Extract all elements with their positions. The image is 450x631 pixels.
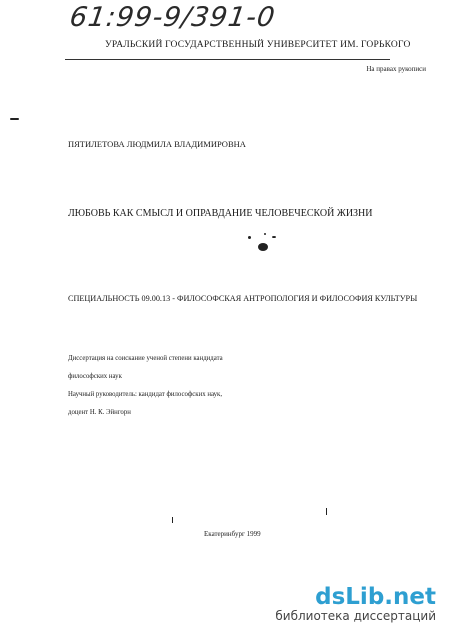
advisor-line-1: Научный руководитель: кандидат философских наук, [68,391,223,398]
degree-line-2: философских наук [68,373,122,380]
scan-smudge [258,243,268,251]
scan-mark [10,118,19,120]
city-year: Екатеринбург 1999 [204,530,261,538]
specialty-line: СПЕЦИАЛЬНОСТЬ 09.00.13 - ФИЛОСОФСКАЯ АНТРОПОЛОГИЯ И ФИЛОСОФИЯ КУЛЬТУРЫ [68,294,418,303]
watermark-subtitle: библиотека диссертаций [275,609,436,623]
rights-notice: На правах рукописи [366,65,426,73]
handwritten-catalog-number: 61:99-9/391-0 [67,2,278,33]
scan-smudge [248,236,251,239]
watermark-brand: dsLib.net [315,584,436,610]
scan-smudge [272,236,276,238]
scan-smudge [264,233,266,235]
dslib-watermark [275,585,436,623]
advisor-line-2: доцент Н. К. Эйнгорн [68,409,131,416]
university-name: УРАЛЬСКИЙ ГОСУДАРСТВЕННЫЙ УНИВЕРСИТЕТ ИМ. ГОРЬКОГО [105,40,411,50]
scan-mark [172,517,173,523]
dissertation-title: ЛЮБОВЬ КАК СМЫСЛ И ОПРАВДАНИЕ ЧЕЛОВЕЧЕСКОЙ ЖИЗНИ [68,208,373,219]
author-name: ПЯТИЛЕТОВА ЛЮДМИЛА ВЛАДИМИРОВНА [68,139,246,149]
scan-mark [326,508,327,515]
degree-line-1: Диссертация на соискание ученой степени кандидата [68,355,223,362]
header-divider [65,59,390,60]
